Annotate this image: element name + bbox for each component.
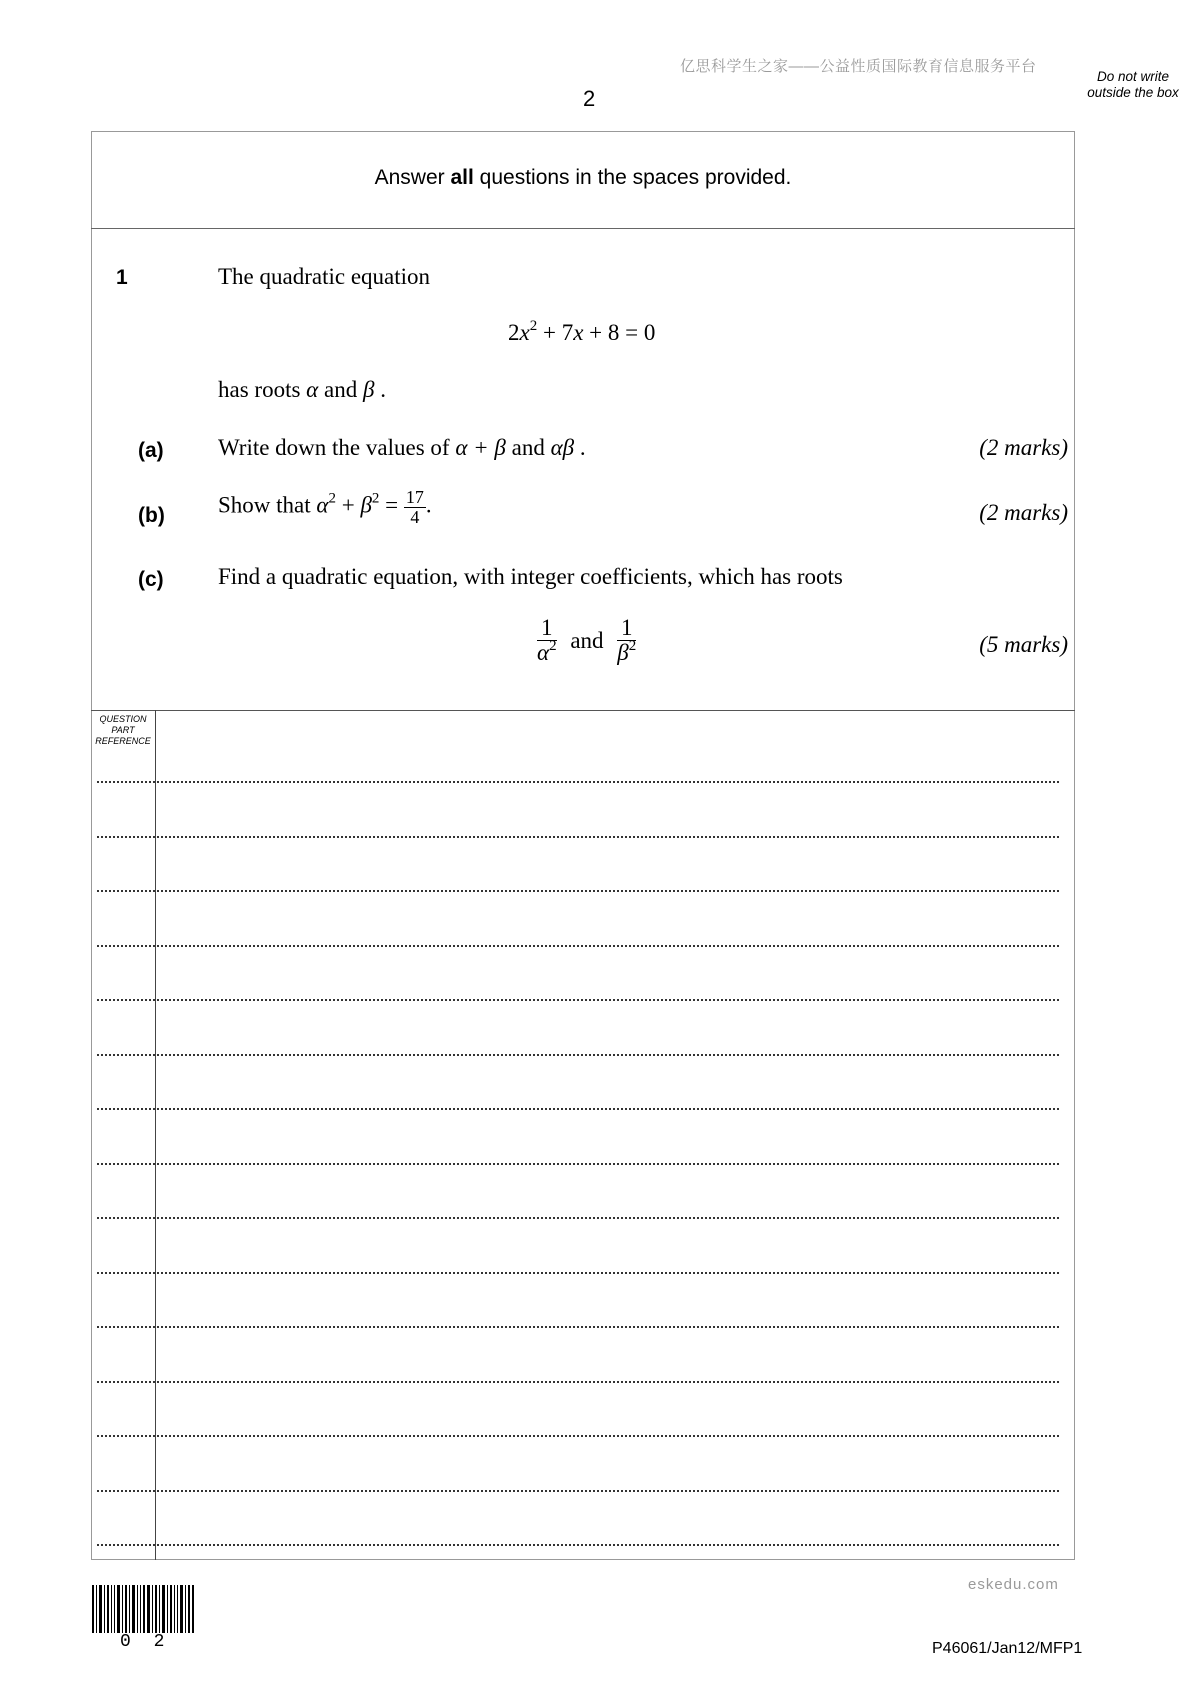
paper-code: P46061/Jan12/MFP1 — [932, 1640, 1083, 1657]
roots-statement: has roots α and β . — [218, 377, 386, 402]
answer-line[interactable] — [97, 999, 1059, 1001]
answer-line[interactable] — [97, 1054, 1059, 1056]
margin-note: Do not write outside the box — [1087, 69, 1179, 100]
part-c-marks: (5 marks) — [979, 632, 1068, 657]
part-b-text: Show that $\alpha^2 + \beta^2$ = $\frac{17}{4}$ . — [218, 487, 432, 527]
fraction-denominator: 4 — [410, 506, 420, 527]
question-number: 1 — [116, 266, 128, 289]
part-c-label: (c) — [138, 568, 164, 591]
answer-line[interactable] — [97, 1163, 1059, 1165]
barcode — [92, 1585, 194, 1633]
question-part-reference-label: QUESTION PART REFERENCE — [95, 714, 151, 746]
answer-area-top-border — [91, 710, 1075, 711]
reciprocal-roots: $\frac{1}{\alpha^2}$ and $\frac{1}{\beta^2}$ — [537, 615, 637, 666]
fraction-numerator: 17 — [405, 487, 424, 507]
answer-line[interactable] — [97, 1272, 1059, 1274]
answer-line[interactable] — [97, 1217, 1059, 1219]
part-a-text: Write down the values of α + β and αβ . — [218, 435, 586, 460]
page-number: 2 — [583, 86, 596, 111]
answer-line[interactable] — [97, 890, 1059, 892]
answer-line[interactable] — [97, 1490, 1059, 1492]
answer-line[interactable] — [97, 1108, 1059, 1110]
part-b-label: (b) — [138, 504, 165, 527]
part-b-marks: (2 marks) — [979, 500, 1068, 525]
answer-line[interactable] — [97, 1326, 1059, 1328]
watermark-bottom: eskedu.com — [968, 1576, 1059, 1593]
reference-column-divider — [155, 710, 156, 1560]
barcode-number: 0 2 — [120, 1632, 171, 1652]
answer-line[interactable] — [97, 1381, 1059, 1383]
quadratic-equation: $2x^2 + 7x + 8 = 0$ — [508, 318, 656, 345]
question-intro: The quadratic equation — [218, 264, 431, 289]
part-a-marks: (2 marks) — [979, 435, 1068, 460]
instructions: Answer all questions in the spaces provided. — [374, 166, 792, 189]
part-c-text: Find a quadratic equation, with integer coefficients, which has roots — [218, 564, 843, 589]
answer-line[interactable] — [97, 781, 1059, 783]
answer-line[interactable] — [97, 945, 1059, 947]
answer-line[interactable] — [97, 1544, 1059, 1546]
watermark-top: 亿思科学生之家——公益性质国际教育信息服务平台 — [680, 58, 1037, 75]
answer-line[interactable] — [97, 836, 1059, 838]
part-a-label: (a) — [138, 439, 164, 462]
answer-line[interactable] — [97, 1435, 1059, 1437]
